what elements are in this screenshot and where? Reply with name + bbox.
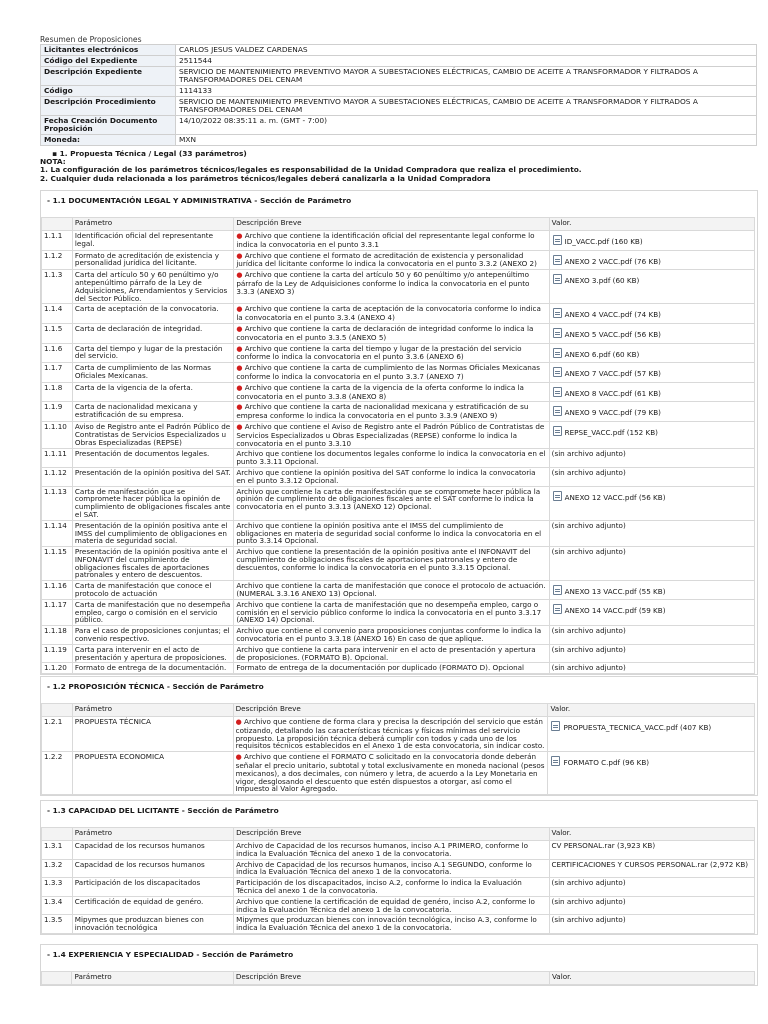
row-descripcion xyxy=(234,250,549,270)
file-icon xyxy=(553,328,562,338)
attachment-link[interactable] xyxy=(552,491,666,502)
descripcion-text: Archivo que contiene el Aviso de Registro ante el Padrón Público de Contratistas de Servicios Especializados u Obras Especializadas (REPSE) conforme lo indica la convocatoria en el punto 3.3.10 xyxy=(236,421,545,448)
row-number: 1.1.6 xyxy=(42,343,73,363)
section-title[interactable] xyxy=(41,945,757,965)
header-key: Código del Expediente xyxy=(41,56,176,67)
row-valor xyxy=(548,752,755,795)
row-number: 1.1.1 xyxy=(42,231,73,251)
row-parametro: Presentación de la opinión positiva del SAT. xyxy=(72,467,233,486)
row-number: 1.1.11 xyxy=(42,449,73,468)
attachment-name: ANEXO 2 VACC.pdf (76 KB) xyxy=(564,256,661,266)
descripcion-text: Archivo que contiene la carta del artículo 50 y 60 penúltimo y/o antepenúltimo párrafo de la Ley de Adquisiciones conforme lo indica la convocatoria en el punto 3.3.3 (ANEXO 3) xyxy=(236,270,530,296)
descripcion-text: Archivo que contiene la carta de nacionalidad mexicana y estratificación de su empresa conforme lo indica la convocatoria en el punto 3.3.9 (ANEXO 9) xyxy=(236,402,529,421)
row-valor xyxy=(549,402,754,422)
table-row xyxy=(42,859,755,878)
table-row xyxy=(42,304,755,324)
table-row xyxy=(42,878,755,897)
header-row xyxy=(41,135,757,146)
attachment-name: ANEXO 12 VACC.pdf (56 KB) xyxy=(564,492,666,502)
file-icon xyxy=(553,491,562,501)
row-descripcion xyxy=(233,717,548,752)
file-icon xyxy=(553,308,562,318)
required-icon: ● xyxy=(236,364,243,373)
header-value: 2511544 xyxy=(176,56,757,67)
attachment-link[interactable] xyxy=(552,426,658,437)
row-valor xyxy=(549,663,754,674)
attachment-link[interactable] xyxy=(552,328,661,339)
row-parametro: Carta de cumplimiento de las Normas Oficiales Mexicanas. xyxy=(72,363,233,383)
table-row xyxy=(42,644,755,663)
row-number: 1.1.4 xyxy=(42,304,73,324)
attachment-name: ANEXO 3.pdf (60 KB) xyxy=(564,276,640,286)
row-descripcion xyxy=(234,896,549,915)
row-parametro: Carta de manifestación que se compromete hacer pública la opinión de cumplimiento de obligaciones fiscales ante el SAT. xyxy=(72,486,233,520)
header-key: Moneda: xyxy=(41,135,176,146)
nota-label: NOTA: xyxy=(40,157,66,167)
header-row xyxy=(41,86,757,97)
col-parametro: Parámetro xyxy=(72,972,233,985)
nota-line-1: 1. La configuración de los parámetros técnicos/legales es responsabilidad de la Unidad Compradora que realiza el procedimiento. xyxy=(40,165,582,175)
descripcion-text: Archivo que contiene la carta para intervenir en el acto de presentación y apertura de proposiciones. (FORMATO B). Opcional. xyxy=(236,644,536,662)
table-row xyxy=(42,382,755,402)
descripcion-text: Archivo de Capacidad de los recursos humanos, inciso A.1 SEGUNDO, conforme lo indica la Evaluación Técnica del anexo 1 de la convocatoria. xyxy=(236,859,532,877)
header-row xyxy=(41,56,757,67)
row-parametro: Carta de la vigencia de la oferta. xyxy=(72,382,233,402)
required-icon: ● xyxy=(236,271,243,280)
row-descripcion xyxy=(234,915,549,934)
row-descripcion xyxy=(234,663,549,674)
row-parametro: Carta de aceptación de la convocatoria. xyxy=(72,304,233,324)
section-title[interactable] xyxy=(41,677,757,697)
file-icon xyxy=(553,235,562,245)
file-icon xyxy=(553,387,562,397)
row-valor xyxy=(549,841,754,860)
col-descripcion: Descripción Breve xyxy=(234,828,549,841)
table-row xyxy=(42,599,755,625)
header-value: CARLOS JESUS VALDEZ CARDENAS xyxy=(176,45,757,56)
row-descripcion xyxy=(234,841,549,860)
row-valor xyxy=(549,250,754,270)
descripcion-text: Mipymes que produzcan bienes con innovación tecnológica, inciso A.3, conforme lo indica la Evaluación Técnica del anexo 1 de la convocatoria. xyxy=(236,915,537,933)
row-parametro: Identificación oficial del representante legal. xyxy=(72,231,233,251)
descripcion-text: Archivo que contiene la opinión positiva ante el IMSS del cumplimiento de obligaciones en materia de seguridad social conforme lo indica la convocatoria en el punto 3.3.14 Opcional. xyxy=(236,520,542,546)
row-parametro: Presentación de la opinión positiva ante el IMSS del cumplimiento de obligaciones en materia de seguridad social. xyxy=(72,520,233,546)
row-parametro: Carta del tiempo y lugar de la prestación del servicio. xyxy=(72,343,233,363)
table-row xyxy=(42,421,755,448)
row-number: 1.1.7 xyxy=(42,363,73,383)
row-number: 1.1.8 xyxy=(42,382,73,402)
row-valor xyxy=(549,520,754,546)
row-number: 1.3.1 xyxy=(42,841,73,860)
row-number: 1.2.2 xyxy=(42,752,73,795)
row-number: 1.1.10 xyxy=(42,421,73,448)
parameter-table xyxy=(41,971,755,985)
col-descripcion: Descripción Breve xyxy=(234,218,549,231)
file-icon xyxy=(553,348,562,358)
header-value: SERVICIO DE MANTENIMIENTO PREVENTIVO MAYOR A SUBESTACIONES ELÉCTRICAS, CAMBIO DE ACEITE A TRANSFORMADOR Y FILTRADOS A TRANSFORMADORES DEL CENAM xyxy=(176,97,757,116)
collapse-toggle[interactable]: - xyxy=(47,806,51,815)
row-number: 1.1.19 xyxy=(42,644,73,663)
row-parametro: Participación de los discapacitados xyxy=(72,878,233,897)
required-icon: ● xyxy=(235,718,242,726)
attachment-value: (sin archivo adjunto) xyxy=(551,626,626,636)
parameter-section xyxy=(40,944,758,986)
row-descripcion xyxy=(234,599,549,625)
row-number: 1.1.15 xyxy=(42,547,73,581)
table-row xyxy=(42,250,755,270)
row-parametro: Formato de acreditación de existencia y personalidad jurídica del licitante. xyxy=(72,250,233,270)
row-valor xyxy=(548,717,755,752)
attachment-value: CV PERSONAL.rar (3,923 KB) xyxy=(551,841,656,850)
row-parametro: PROPUESTA ECONOMICA xyxy=(72,752,233,795)
descripcion-text: Archivo que contiene la carta de manifestación que se compromete hacer pública la opinión de cumplimiento de obligaciones fiscales ante el SAT conforme lo indica la convocatoria en el punto 3.3.13 (ANEXO 12) Opcional. xyxy=(236,486,541,512)
row-parametro: Presentación de documentos legales. xyxy=(72,449,233,468)
row-valor xyxy=(549,896,754,915)
attachment-link[interactable] xyxy=(552,308,661,319)
header-key: Licitantes electrónicos xyxy=(41,45,176,56)
col-parametro: Parámetro xyxy=(72,828,233,841)
file-icon xyxy=(553,604,562,614)
table-row xyxy=(42,467,755,486)
row-number: 1.3.4 xyxy=(42,896,73,915)
attachment-value: (sin archivo adjunto) xyxy=(551,878,626,888)
page-title: Resumen de Proposiciones xyxy=(40,35,142,44)
table-row xyxy=(42,663,755,674)
row-valor xyxy=(549,323,754,343)
col-parametro: Parámetro xyxy=(72,218,233,231)
descripcion-text: Archivo que contiene la carta de la vigencia de la oferta conforme lo indica la convocatoria en el punto 3.3.8 (ANEXO 8) xyxy=(236,382,524,401)
required-icon: ● xyxy=(236,344,243,353)
attachment-name: ANEXO 7 VACC.pdf (57 KB) xyxy=(564,369,661,379)
descripcion-text: Participación de los discapacitados, inciso A.2, conforme lo indica la Evaluación Técnica del anexo 1 de la convocatoria. xyxy=(236,878,522,895)
attachment-value: (sin archivo adjunto) xyxy=(551,520,626,530)
row-number: 1.1.5 xyxy=(42,323,73,343)
attachment-name: ANEXO 9 VACC.pdf (79 KB) xyxy=(564,408,661,418)
collapse-toggle[interactable]: - xyxy=(47,950,51,959)
descripcion-text: Archivo que contiene el formato de acreditación de existencia y personalidad jurídica del licitante conforme lo indica la convocatoria en el punto 3.3.2 (ANEXO 2) xyxy=(236,250,537,269)
row-descripcion xyxy=(234,363,549,383)
col-valor: Valor. xyxy=(549,218,754,231)
row-descripcion xyxy=(234,878,549,897)
row-valor xyxy=(549,644,754,663)
table-row xyxy=(42,449,755,468)
row-parametro: Carta de manifestación que no desempeña empleo, cargo o comisión en el servicio público. xyxy=(72,599,233,625)
row-valor xyxy=(549,467,754,486)
row-descripcion xyxy=(234,323,549,343)
descripcion-text: Archivo que contiene la identificación oficial del representante legal conforme lo indica la convocatoria en el punto 3.3.1 xyxy=(236,231,535,249)
row-valor xyxy=(549,626,754,645)
parameter-table xyxy=(41,703,755,795)
col-number xyxy=(42,828,73,841)
row-parametro: Carta del artículo 50 y 60 penúltimo y/o antepenúltimo párrafo de la Ley de Adquisiciones, Arrendamientos y Servicios del Sector Público. xyxy=(72,270,233,304)
descripcion-text: Archivo que contiene de forma clara y precisa la descripción del servicio que están cotizando, detallando las características técnicas y físicas mínimas del servicio propuesto. La proposición técnica deberá cumplir con todos y cada uno de los requisitos técnicos establecidos en el Anexo 1 de esta convocatoria, sin indicar costo. xyxy=(235,717,545,751)
row-number: 1.1.9 xyxy=(42,402,73,422)
row-number: 1.2.1 xyxy=(42,717,73,752)
section-title-text: 1.2 PROPOSICIÓN TÉCNICA - Sección de Parámetro xyxy=(52,682,264,691)
attachment-value: (sin archivo adjunto) xyxy=(551,663,626,673)
file-icon xyxy=(553,255,562,265)
attachment-name: PROPUESTA_TECNICA_VACC.pdf (407 KB) xyxy=(563,723,712,732)
row-valor xyxy=(549,581,754,600)
descripcion-text: Archivo que contiene la carta de aceptación de la convocatoria conforme lo indica la convocatoria en el punto 3.3.4 (ANEXO 4) xyxy=(236,304,541,323)
parameter-section xyxy=(40,800,758,935)
required-icon: ● xyxy=(236,324,243,333)
row-descripcion xyxy=(234,449,549,468)
descripcion-text: Archivo que contiene la opinión positiva del SAT conforme lo indica la convocatoria en el punto 3.3.12 Opcional. xyxy=(236,467,536,485)
row-descripcion xyxy=(234,231,549,251)
required-icon: ● xyxy=(236,251,243,260)
table-row xyxy=(42,915,755,934)
row-parametro: Carta de manifestación que conoce el protocolo de actuación xyxy=(72,581,233,600)
attachment-link[interactable] xyxy=(552,406,661,417)
file-icon xyxy=(553,585,562,595)
summary-header-table xyxy=(40,44,757,146)
parameter-table xyxy=(41,217,755,674)
table-row xyxy=(42,323,755,343)
row-descripcion xyxy=(234,547,549,581)
row-parametro: Capacidad de los recursos humanos xyxy=(72,859,233,878)
row-number: 1.1.14 xyxy=(42,520,73,546)
row-number: 1.3.2 xyxy=(42,859,73,878)
row-descripcion xyxy=(234,520,549,546)
descripcion-text: Archivo que contiene la carta de cumplimiento de las Normas Oficiales Mexicanas conforme lo indica la convocatoria en el punto 3.3.7 (ANEXO 7) xyxy=(236,363,540,381)
row-descripcion xyxy=(234,402,549,422)
header-key: Descripción Procedimiento xyxy=(41,97,176,116)
attachment-name: ANEXO 8 VACC.pdf (61 KB) xyxy=(564,388,661,398)
row-parametro: Mipymes que produzcan bienes con innovación tecnológica xyxy=(72,915,233,934)
nota-line-2: 2. Cualquier duda relacionada a los parámetros técnicos/legales deberá canalizarla a la Unidad Compradora xyxy=(40,173,491,183)
table-row xyxy=(42,752,755,795)
file-icon xyxy=(551,721,560,731)
row-parametro: Para el caso de proposiciones conjuntas; el convenio respectivo. xyxy=(72,626,233,645)
attachment-name: ANEXO 6.pdf (60 KB) xyxy=(564,349,640,359)
section-title-text: 1.3 CAPACIDAD DEL LICITANTE - Sección de Parámetro xyxy=(52,806,279,815)
section-title[interactable] xyxy=(41,801,757,821)
table-row xyxy=(42,626,755,645)
descripcion-text: Archivo que contiene la carta de manifestación que conoce el protocolo de actuación. (NUMERAL 3.3.16 ANEXO 13) Opcional. xyxy=(236,581,546,599)
row-descripcion xyxy=(234,581,549,600)
header-value: MXN xyxy=(176,135,757,146)
attachment-link[interactable] xyxy=(550,756,649,767)
row-number: 1.1.12 xyxy=(42,467,73,486)
attachment-link[interactable] xyxy=(552,387,661,398)
table-row xyxy=(42,547,755,581)
parameter-table xyxy=(41,827,755,934)
descripcion-text: Archivo que contiene la carta de declaración de integridad conforme lo indica la convocatoria en el punto 3.3.5 (ANEXO 5) xyxy=(236,323,534,342)
row-valor xyxy=(549,599,754,625)
row-parametro: Carta de declaración de integridad. xyxy=(72,323,233,343)
attachment-link[interactable] xyxy=(552,255,661,266)
attachment-name: ANEXO 5 VACC.pdf (56 KB) xyxy=(564,329,661,339)
row-descripcion xyxy=(234,343,549,363)
descripcion-text: Archivo de Capacidad de los recursos humanos, inciso A.1 PRIMERO, conforme lo indica la Evaluación Técnica del anexo 1 de la convocatoria. xyxy=(236,841,529,858)
attachment-link[interactable] xyxy=(552,604,666,615)
attachment-value: (sin archivo adjunto) xyxy=(551,915,626,925)
row-parametro: Aviso de Registro ante el Padrón Público de Contratistas de Servicios Especializados u Obras Especializadas (REPSE) xyxy=(72,421,233,448)
row-parametro: Certificación de equidad de genéro. xyxy=(72,896,233,915)
file-icon xyxy=(553,406,562,416)
row-number: 1.3.3 xyxy=(42,878,73,897)
table-header-row xyxy=(42,218,755,231)
row-valor xyxy=(549,859,754,878)
header-value: 1114133 xyxy=(176,86,757,97)
col-parametro: Parámetro xyxy=(72,704,233,717)
file-icon xyxy=(551,756,560,766)
required-icon: ● xyxy=(236,305,243,314)
attachment-name: ANEXO 4 VACC.pdf (74 KB) xyxy=(564,310,661,320)
attachment-link[interactable] xyxy=(552,274,640,285)
header-value: SERVICIO DE MANTENIMIENTO PREVENTIVO MAYOR A SUBESTACIONES ELÉCTRICAS, CAMBIO DE ACEITE A TRANSFORMADOR Y FILTRADOS A TRANSFORMADORES DEL CENAM xyxy=(176,67,757,86)
descripcion-text: Archivo que contiene el convenio para proposiciones conjuntas conforme lo indica la convocatoria en el punto 3.3.18 (ANEXO 16) En caso de que aplique. xyxy=(236,626,542,644)
proposal-heading: ▪ 1. Propuesta Técnica / Legal (33 parámetros) xyxy=(52,149,247,158)
col-number xyxy=(42,704,73,717)
required-icon: ● xyxy=(235,753,242,762)
row-valor xyxy=(549,231,754,251)
col-valor: Valor. xyxy=(549,828,754,841)
table-row xyxy=(42,717,755,752)
table-row xyxy=(42,363,755,383)
row-parametro: Carta para intervenir en el acto de presentación y apertura de proposiciones. xyxy=(72,644,233,663)
col-descripcion: Descripción Breve xyxy=(233,972,549,985)
parameter-section xyxy=(40,190,758,675)
row-parametro: Capacidad de los recursos humanos xyxy=(72,841,233,860)
row-valor xyxy=(549,382,754,402)
attachment-link[interactable] xyxy=(552,367,661,378)
row-parametro: Carta de nacionalidad mexicana y estratificación de su empresa. xyxy=(72,402,233,422)
table-row xyxy=(42,402,755,422)
row-descripcion xyxy=(234,467,549,486)
row-number: 1.3.5 xyxy=(42,915,73,934)
row-descripcion xyxy=(234,486,549,520)
row-valor xyxy=(549,270,754,304)
row-number: 1.1.3 xyxy=(42,270,73,304)
row-parametro: Presentación de la opinión positiva ante el INFONAVIT del cumplimiento de obligaciones fiscales de aportaciones patronales y entero de descuentos. xyxy=(72,547,233,581)
row-valor xyxy=(549,878,754,897)
collapse-toggle[interactable]: - xyxy=(47,682,51,691)
row-number: 1.1.18 xyxy=(42,626,73,645)
table-row xyxy=(42,581,755,600)
attachment-name: ANEXO 13 VACC.pdf (55 KB) xyxy=(564,587,666,597)
attachment-value: CERTIFICACIONES Y CURSOS PERSONAL.rar (2,972 KB) xyxy=(551,859,749,869)
header-value: 14/10/2022 08:35:11 a. m. (GMT - 7:00) xyxy=(176,116,757,135)
required-icon: ● xyxy=(236,383,243,392)
col-descripcion: Descripción Breve xyxy=(233,704,548,717)
attachment-link[interactable] xyxy=(552,585,666,596)
attachment-link[interactable] xyxy=(552,348,640,359)
row-descripcion xyxy=(234,644,549,663)
row-descripcion xyxy=(234,304,549,324)
parameter-section xyxy=(40,676,758,796)
row-parametro: Formato de entrega de la documentación. xyxy=(72,663,233,674)
attachment-name: FORMATO C.pdf (96 KB) xyxy=(563,758,650,768)
row-valor xyxy=(549,449,754,468)
row-descripcion xyxy=(234,626,549,645)
file-icon xyxy=(553,367,562,377)
section-title-text: 1.4 EXPERIENCIA Y ESPECIALIDAD - Sección de Parámetro xyxy=(52,950,294,959)
required-icon: ● xyxy=(236,422,243,431)
attachment-value: (sin archivo adjunto) xyxy=(551,896,626,906)
row-number: 1.1.16 xyxy=(42,581,73,600)
descripcion-text: Archivo que contiene la carta de manifestación que no desempeña empleo, cargo o comisión en el servicio público conforme lo indica la convocatoria en el punto 3.3.17 (ANEXO 14) Opcional. xyxy=(236,599,542,625)
descripcion-text: Archivo que contiene la presentación de la opinión positiva ante el INFONAVIT del cumplimiento de obligaciones fiscales de aportaciones patronales y entero de descuentos, conforme lo indica la convocatoria en el punto 3.3.15 Opcional. xyxy=(236,547,531,572)
required-icon: ● xyxy=(236,232,243,240)
col-valor: Valor. xyxy=(548,704,755,717)
row-valor xyxy=(549,547,754,581)
attachment-name: ID_VACC.pdf (160 KB) xyxy=(564,237,643,246)
row-valor xyxy=(549,304,754,324)
required-icon: ● xyxy=(236,403,243,412)
row-descripcion xyxy=(234,382,549,402)
descripcion-text: Formato de entrega de la documentación por duplicado (FORMATO D). Opcional xyxy=(236,663,525,673)
row-number: 1.1.13 xyxy=(42,486,73,520)
attachment-value: (sin archivo adjunto) xyxy=(551,467,626,477)
col-number xyxy=(42,972,72,985)
row-number: 1.1.2 xyxy=(42,250,73,270)
descripcion-text: Archivo que contiene la carta del tiempo y lugar de la prestación del servicio conforme lo indica la convocatoria en el punto 3.3.6 (ANEXO 6) xyxy=(236,343,522,362)
row-descripcion xyxy=(234,421,549,448)
col-number xyxy=(42,218,73,231)
section-title-text: 1.1 DOCUMENTACIÓN LEGAL Y ADMINISTRATIVA - Sección de Parámetro xyxy=(52,196,352,205)
table-header-row xyxy=(42,972,755,985)
row-valor xyxy=(549,343,754,363)
row-valor xyxy=(549,486,754,520)
descripcion-text: Archivo que contiene el FORMATO C solicitado en la convocatoria donde deberán señalar el precio unitario, subtotal y total exclusivamente en moneda nacional (pesos mexicanos), a dos decimales, con número y letra, de acuerdo a la Ley Monetaria en vigor, desglosando el descuento que estén dispuestos a otorgar, así como el Impuesto al Valor Agregado. xyxy=(235,752,545,794)
row-descripcion xyxy=(234,270,549,304)
section-title[interactable] xyxy=(41,191,757,211)
table-header-row xyxy=(42,828,755,841)
attachment-value: (sin archivo adjunto) xyxy=(551,644,626,654)
attachment-value: (sin archivo adjunto) xyxy=(551,547,626,557)
notes-block xyxy=(40,150,760,183)
header-key: Código xyxy=(41,86,176,97)
row-parametro: PROPUESTA TÉCNICA xyxy=(72,717,233,752)
attachment-name: ANEXO 14 VACC.pdf (59 KB) xyxy=(564,605,666,615)
row-valor xyxy=(549,363,754,383)
table-header-row xyxy=(42,704,755,717)
table-row xyxy=(42,520,755,546)
row-descripcion xyxy=(234,859,549,878)
col-valor: Valor. xyxy=(549,972,754,985)
descripcion-text: Archivo que contiene la certificación de equidad de genéro, inciso A.2, conforme lo indica la Evaluación Técnica del anexo 1 de la convocatoria. xyxy=(236,896,535,914)
row-valor xyxy=(549,421,754,448)
table-row xyxy=(42,270,755,304)
attachment-value: (sin archivo adjunto) xyxy=(551,449,626,459)
row-valor xyxy=(549,915,754,934)
header-key: Fecha Creación Documento Proposición xyxy=(41,116,176,135)
header-key: Descripción Expediente xyxy=(41,67,176,86)
row-number: 1.1.17 xyxy=(42,599,73,625)
table-row xyxy=(42,343,755,363)
header-row xyxy=(41,45,757,56)
table-row xyxy=(42,486,755,520)
file-icon xyxy=(553,274,562,284)
header-row xyxy=(41,67,757,86)
attachment-name: REPSE_VACC.pdf (152 KB) xyxy=(564,427,658,437)
header-row xyxy=(41,116,757,135)
descripcion-text: Archivo que contiene los documentos legales conforme lo indica la convocatoria en el punto 3.3.11 Opcional. xyxy=(236,449,546,467)
header-row xyxy=(41,97,757,116)
attachment-link[interactable] xyxy=(550,721,711,732)
table-row xyxy=(42,231,755,251)
row-number: 1.1.20 xyxy=(42,663,73,674)
attachment-link[interactable] xyxy=(552,235,643,246)
table-row xyxy=(42,841,755,860)
file-icon xyxy=(553,426,562,436)
table-row xyxy=(42,896,755,915)
collapse-toggle[interactable]: - xyxy=(47,196,51,205)
row-descripcion xyxy=(233,752,548,795)
